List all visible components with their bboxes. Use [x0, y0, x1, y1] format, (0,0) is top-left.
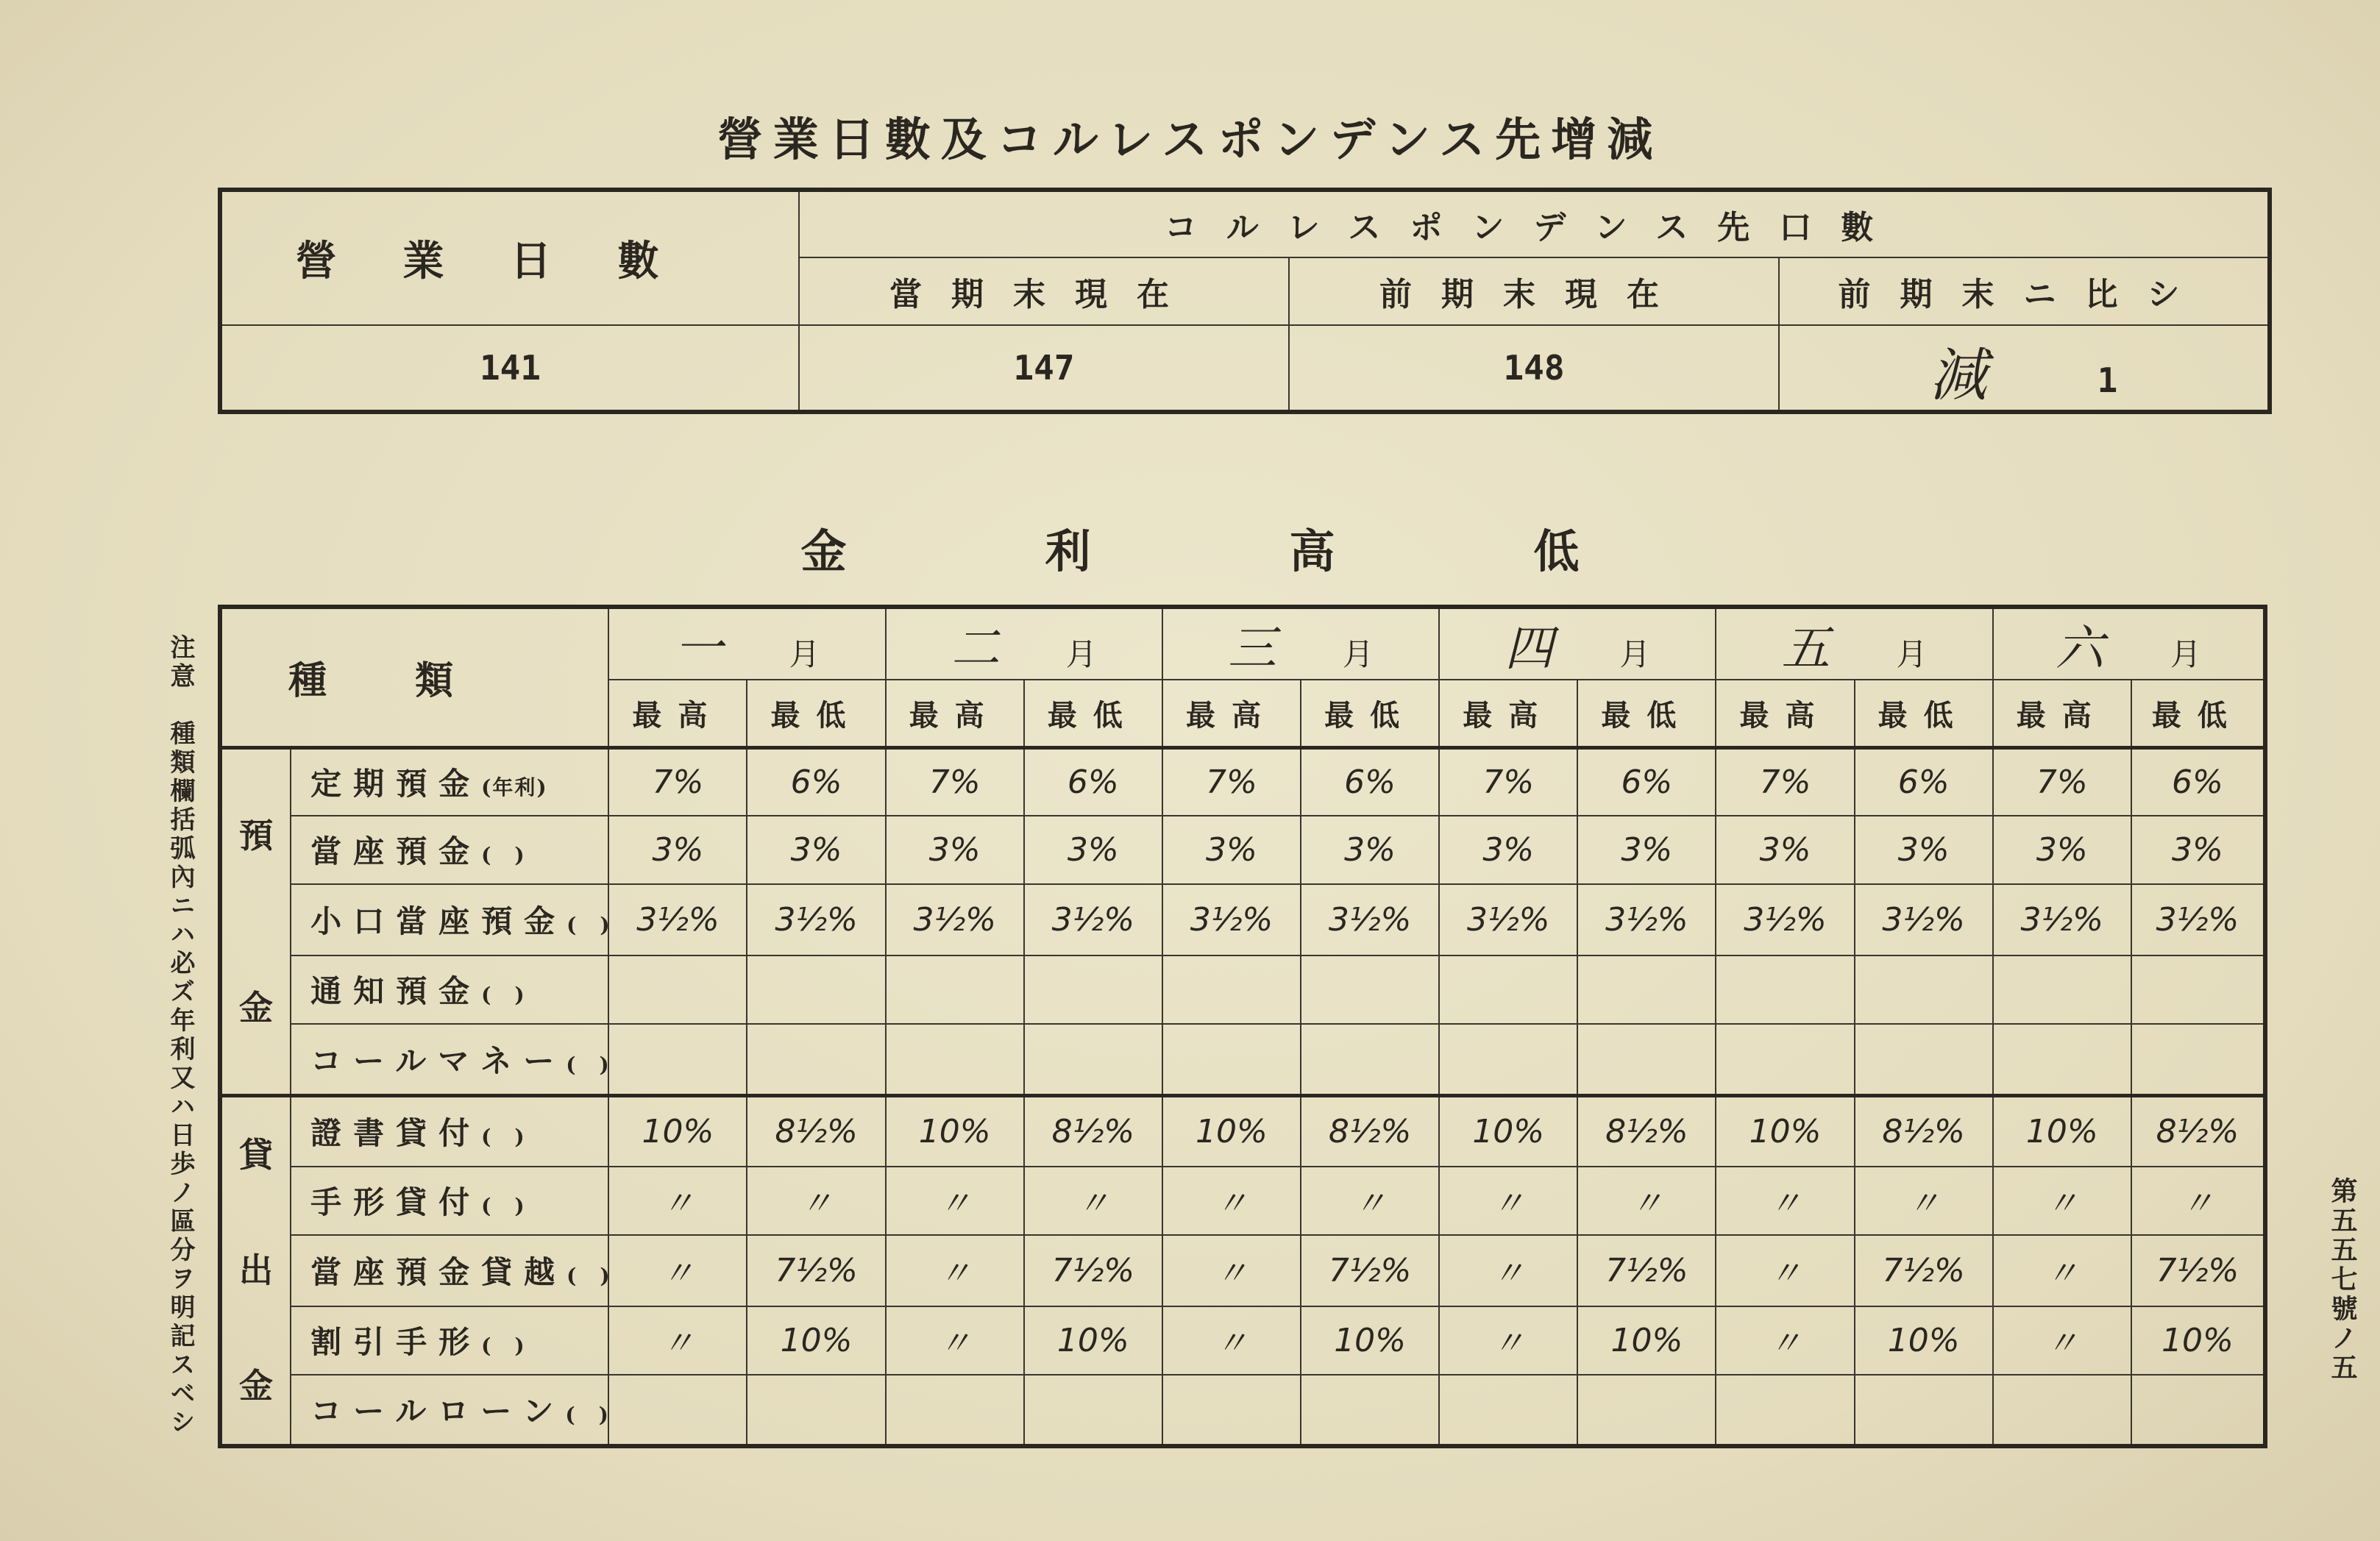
rate-cell: 〃 — [1439, 1235, 1577, 1306]
high-header: 最高 — [608, 680, 747, 747]
rate-cell — [1855, 1024, 1993, 1095]
group-char: 出 — [239, 1250, 274, 1290]
rate-type-name: 定期預金 — [310, 766, 482, 802]
rate-cell: 〃 — [1716, 1235, 1854, 1306]
rate-cell — [1577, 1024, 1716, 1095]
rate-cell — [1993, 955, 2131, 1024]
table-row — [220, 1095, 2265, 1167]
rate-type-name: 小口當座預金 — [310, 903, 567, 940]
rate-cell: 8½% — [1024, 1095, 1162, 1167]
rate-cell — [1716, 955, 1854, 1024]
rate-cell: 3% — [1301, 816, 1439, 884]
rate-cell: 7% — [1716, 747, 1854, 816]
rate-cell: 3½% — [1162, 884, 1301, 955]
month-label: 月 — [789, 636, 820, 672]
month-number: 二 — [951, 620, 1000, 677]
business-days-value: 141 — [220, 325, 799, 412]
decrease-mark: 減 — [1929, 343, 1987, 409]
rate-type-suffix: ( ) — [566, 913, 611, 938]
rate-cell — [1993, 1375, 2131, 1446]
page-title: 營業日數及コルレスポンデンス先增減 — [717, 113, 1663, 166]
group-char: 貸 — [239, 1134, 274, 1175]
rate-type-name: 當座預金貸越 — [310, 1254, 567, 1291]
rate-cell: 10% — [2131, 1306, 2265, 1375]
rate-cell — [1855, 955, 1993, 1024]
rate-cell: 〃 — [886, 1167, 1024, 1235]
rate-cell — [608, 1375, 747, 1446]
rate-cell: 〃 — [1577, 1167, 1716, 1235]
rate-cell — [2131, 1375, 2265, 1446]
change-count: 1 — [2097, 360, 2118, 400]
rate-cell: 10% — [1301, 1306, 1439, 1375]
table-row — [220, 747, 2265, 816]
table-row — [220, 1167, 2265, 1235]
margin-note: 注意 種類欄括弧內ニハ必ズ年利又ハ日歩ノ區分ヲ明記スベシ — [166, 634, 195, 1437]
rate-type-suffix: ( ) — [565, 1403, 610, 1428]
rate-cell — [1162, 1024, 1301, 1095]
rate-cell — [886, 955, 1024, 1024]
rate-cell: 10% — [1716, 1095, 1854, 1167]
month-label: 月 — [1896, 636, 1928, 672]
rate-cell: 〃 — [608, 1235, 747, 1306]
low-header: 最低 — [1024, 680, 1162, 747]
rate-cell: 7½% — [1301, 1235, 1439, 1306]
rate-type-suffix: ( ) — [481, 1334, 526, 1359]
rate-cell: 〃 — [1716, 1167, 1854, 1235]
month-header-2 — [886, 607, 1162, 680]
rate-type-name: コールローン — [310, 1393, 566, 1430]
rate-cell: 〃 — [1439, 1306, 1577, 1375]
rate-cell: 3½% — [1716, 884, 1854, 955]
rate-cell: 〃 — [2131, 1167, 2265, 1235]
rate-cell: 6% — [1024, 747, 1162, 816]
rate-type-name: 手形貸付 — [310, 1184, 482, 1221]
month-number: 一 — [674, 620, 723, 677]
change-cell — [1779, 325, 2270, 412]
rate-cell: 3% — [1439, 816, 1577, 884]
rate-cell: 〃 — [1439, 1167, 1577, 1235]
rate-cell: 10% — [747, 1306, 885, 1375]
rate-cell — [608, 1024, 747, 1095]
rate-cell: 〃 — [1162, 1306, 1301, 1375]
rate-type-label — [291, 955, 608, 1024]
rate-cell — [1439, 955, 1577, 1024]
rate-type-suffix: ( ) — [481, 843, 526, 868]
rate-type-name: コールマネー — [310, 1042, 566, 1079]
rate-cell: 10% — [1162, 1095, 1301, 1167]
rate-cell: 8½% — [747, 1095, 885, 1167]
table-row — [220, 816, 2265, 884]
rate-cell: 〃 — [1716, 1306, 1854, 1375]
rate-cell — [1716, 1024, 1854, 1095]
current-count: 147 — [799, 325, 1289, 412]
rate-cell: 7% — [1439, 747, 1577, 816]
rate-cell: 〃 — [1024, 1167, 1162, 1235]
rate-cell — [1993, 1024, 2131, 1095]
group-char: 金 — [239, 1365, 274, 1406]
month-number: 三 — [1228, 620, 1277, 677]
rate-cell: 7½% — [1024, 1235, 1162, 1306]
rate-cell — [1716, 1375, 1854, 1446]
rate-cell — [1024, 955, 1162, 1024]
rate-cell: 7½% — [1855, 1235, 1993, 1306]
rate-type-label — [291, 1095, 608, 1167]
rate-cell: 3% — [1577, 816, 1716, 884]
compare-label: 前期末ニ比シ — [1779, 257, 2270, 325]
rate-cell: 〃 — [886, 1306, 1024, 1375]
table-row — [220, 1024, 2265, 1095]
rate-cell — [886, 1375, 1024, 1446]
rate-cell — [886, 1024, 1024, 1095]
rate-type-suffix: (年利) — [481, 775, 548, 800]
rate-cell: 3½% — [1024, 884, 1162, 955]
table-row — [220, 1375, 2265, 1446]
rate-type-label — [291, 1375, 608, 1446]
table-row — [220, 884, 2265, 955]
rate-cell: 10% — [886, 1095, 1024, 1167]
rate-type-label — [291, 1024, 611, 1095]
high-header: 最高 — [1716, 680, 1854, 747]
rate-cell: 6% — [1577, 747, 1716, 816]
rate-cell: 8½% — [1577, 1095, 1716, 1167]
rate-type-label — [291, 1167, 608, 1235]
rate-cell: 3½% — [1439, 884, 1577, 955]
month-label: 月 — [1619, 636, 1651, 672]
rate-cell: 7% — [608, 747, 747, 816]
low-header: 最低 — [1855, 680, 1993, 747]
rates-title: 金利高低 — [800, 524, 1778, 578]
rate-cell: 10% — [608, 1095, 747, 1167]
rate-cell: 3½% — [1855, 884, 1993, 955]
table-row — [220, 1306, 2265, 1375]
rate-cell: 〃 — [1301, 1167, 1439, 1235]
rate-cell: 3% — [1993, 816, 2131, 884]
rate-cell — [2131, 1024, 2265, 1095]
rate-cell: 8½% — [2131, 1095, 2265, 1167]
rate-cell — [1439, 1375, 1577, 1446]
rate-cell: 3% — [747, 816, 885, 884]
month-header-1 — [608, 607, 885, 680]
rate-type-suffix: ( ) — [481, 983, 526, 1008]
rate-cell — [1162, 955, 1301, 1024]
rate-cell: 10% — [1577, 1306, 1716, 1375]
high-header: 最高 — [1439, 680, 1577, 747]
deposit_group-label — [220, 747, 291, 1095]
interest-rate-table — [218, 605, 2267, 1448]
high-header: 最高 — [1162, 680, 1301, 747]
rate-cell — [747, 1375, 885, 1446]
rate-cell: 7½% — [2131, 1235, 2265, 1306]
rate-type-label — [291, 884, 611, 955]
rate-cell — [1301, 955, 1439, 1024]
month-header-4 — [1439, 607, 1716, 680]
high-header: 最高 — [886, 680, 1024, 747]
current-period-label: 當期末現在 — [799, 257, 1289, 325]
low-header: 最低 — [1577, 680, 1716, 747]
group-char: 金 — [239, 987, 274, 1028]
rate-cell — [2131, 955, 2265, 1024]
rate-cell — [747, 1024, 885, 1095]
rate-cell: 10% — [1855, 1306, 1993, 1375]
previous-period-label: 前期末現在 — [1289, 257, 1779, 325]
rate-type-label — [291, 1306, 608, 1375]
month-header-6 — [1993, 607, 2265, 680]
rate-cell: 10% — [1993, 1095, 2131, 1167]
rate-type-label — [291, 816, 608, 884]
rate-cell — [1577, 1375, 1716, 1446]
rate-type-suffix: ( ) — [566, 1264, 611, 1289]
rate-cell — [1301, 1024, 1439, 1095]
rate-cell: 〃 — [1162, 1235, 1301, 1306]
rate-type-suffix: ( ) — [481, 1194, 526, 1219]
rate-cell: 6% — [747, 747, 885, 816]
rate-cell — [608, 955, 747, 1024]
rate-type-label — [291, 1235, 611, 1306]
rate-cell — [1855, 1375, 1993, 1446]
rate-cell: 〃 — [1993, 1167, 2131, 1235]
low-header: 最低 — [747, 680, 885, 747]
rate-cell: 6% — [1301, 747, 1439, 816]
rate-cell: 〃 — [747, 1167, 885, 1235]
previous-count: 148 — [1289, 325, 1779, 412]
type-header: 種類 — [220, 607, 608, 747]
month-number: 六 — [2055, 620, 2104, 677]
rate-cell — [747, 955, 885, 1024]
rate-type-name: 當座預金 — [310, 833, 482, 870]
rate-type-suffix: ( ) — [481, 1125, 526, 1150]
rate-cell: 8½% — [1855, 1095, 1993, 1167]
rate-cell: 6% — [2131, 747, 2265, 816]
rate-cell: 〃 — [1162, 1167, 1301, 1235]
rate-cell: 10% — [1024, 1306, 1162, 1375]
month-header-3 — [1162, 607, 1439, 680]
rate-cell: 3% — [1162, 816, 1301, 884]
rate-cell: 3% — [1716, 816, 1854, 884]
rate-cell: 8½% — [1301, 1095, 1439, 1167]
rate-cell — [1024, 1375, 1162, 1446]
rate-cell: 3½% — [886, 884, 1024, 955]
group-char: 預 — [239, 815, 274, 855]
rate-type-suffix: ( ) — [566, 1052, 611, 1077]
rate-cell: 10% — [1439, 1095, 1577, 1167]
rate-cell: 3½% — [608, 884, 747, 955]
rate-cell: 3% — [2131, 816, 2265, 884]
business-days-table — [218, 188, 2272, 414]
rate-cell — [1439, 1024, 1577, 1095]
high-header: 最高 — [1993, 680, 2131, 747]
low-header: 最低 — [1301, 680, 1439, 747]
rate-cell: 3½% — [2131, 884, 2265, 955]
business-days-label: 營業日數 — [220, 190, 799, 325]
rate-cell — [1577, 955, 1716, 1024]
rate-type-name: 通知預金 — [310, 973, 482, 1010]
rate-cell — [1024, 1024, 1162, 1095]
low-header: 最低 — [2131, 680, 2265, 747]
rate-cell: 〃 — [608, 1306, 747, 1375]
rate-cell: 3% — [608, 816, 747, 884]
rate-cell: 〃 — [1993, 1235, 2131, 1306]
rate-cell: 7½% — [747, 1235, 885, 1306]
rate-type-name: 證書貸付 — [310, 1115, 482, 1152]
rate-cell: 〃 — [1993, 1306, 2131, 1375]
rate-cell — [1162, 1375, 1301, 1446]
month-label: 月 — [2170, 636, 2201, 672]
rate-cell: 7% — [1993, 747, 2131, 816]
loan_group-label — [220, 1095, 291, 1446]
rate-type-name: 割引手形 — [310, 1324, 482, 1361]
rate-cell: 〃 — [1855, 1167, 1993, 1235]
month-label: 月 — [1065, 636, 1097, 672]
rate-cell — [1301, 1375, 1439, 1446]
rate-cell: 3½% — [747, 884, 885, 955]
table-row — [220, 955, 2265, 1024]
table-row — [220, 1235, 2265, 1306]
rate-cell: 3½% — [1993, 884, 2131, 955]
rate-cell: 3½% — [1301, 884, 1439, 955]
rate-cell: 6% — [1855, 747, 1993, 816]
rate-cell: 〃 — [886, 1235, 1024, 1306]
rate-cell: 3% — [1024, 816, 1162, 884]
month-number: 五 — [1781, 620, 1830, 677]
rate-type-label — [291, 747, 608, 816]
month-label: 月 — [1343, 636, 1374, 672]
rate-cell: 7½% — [1577, 1235, 1716, 1306]
correspondents-header: コルレスポンデンス先口數 — [799, 190, 2270, 257]
rate-cell: 3% — [1855, 816, 1993, 884]
page-number: 第五五七號ノ五 — [2327, 1177, 2358, 1383]
month-header-5 — [1716, 607, 1992, 680]
rate-cell: 〃 — [608, 1167, 747, 1235]
rate-cell: 3½% — [1577, 884, 1716, 955]
rate-cell: 7% — [886, 747, 1024, 816]
month-number: 四 — [1505, 620, 1554, 677]
rate-cell: 7% — [1162, 747, 1301, 816]
rate-cell: 3% — [886, 816, 1024, 884]
